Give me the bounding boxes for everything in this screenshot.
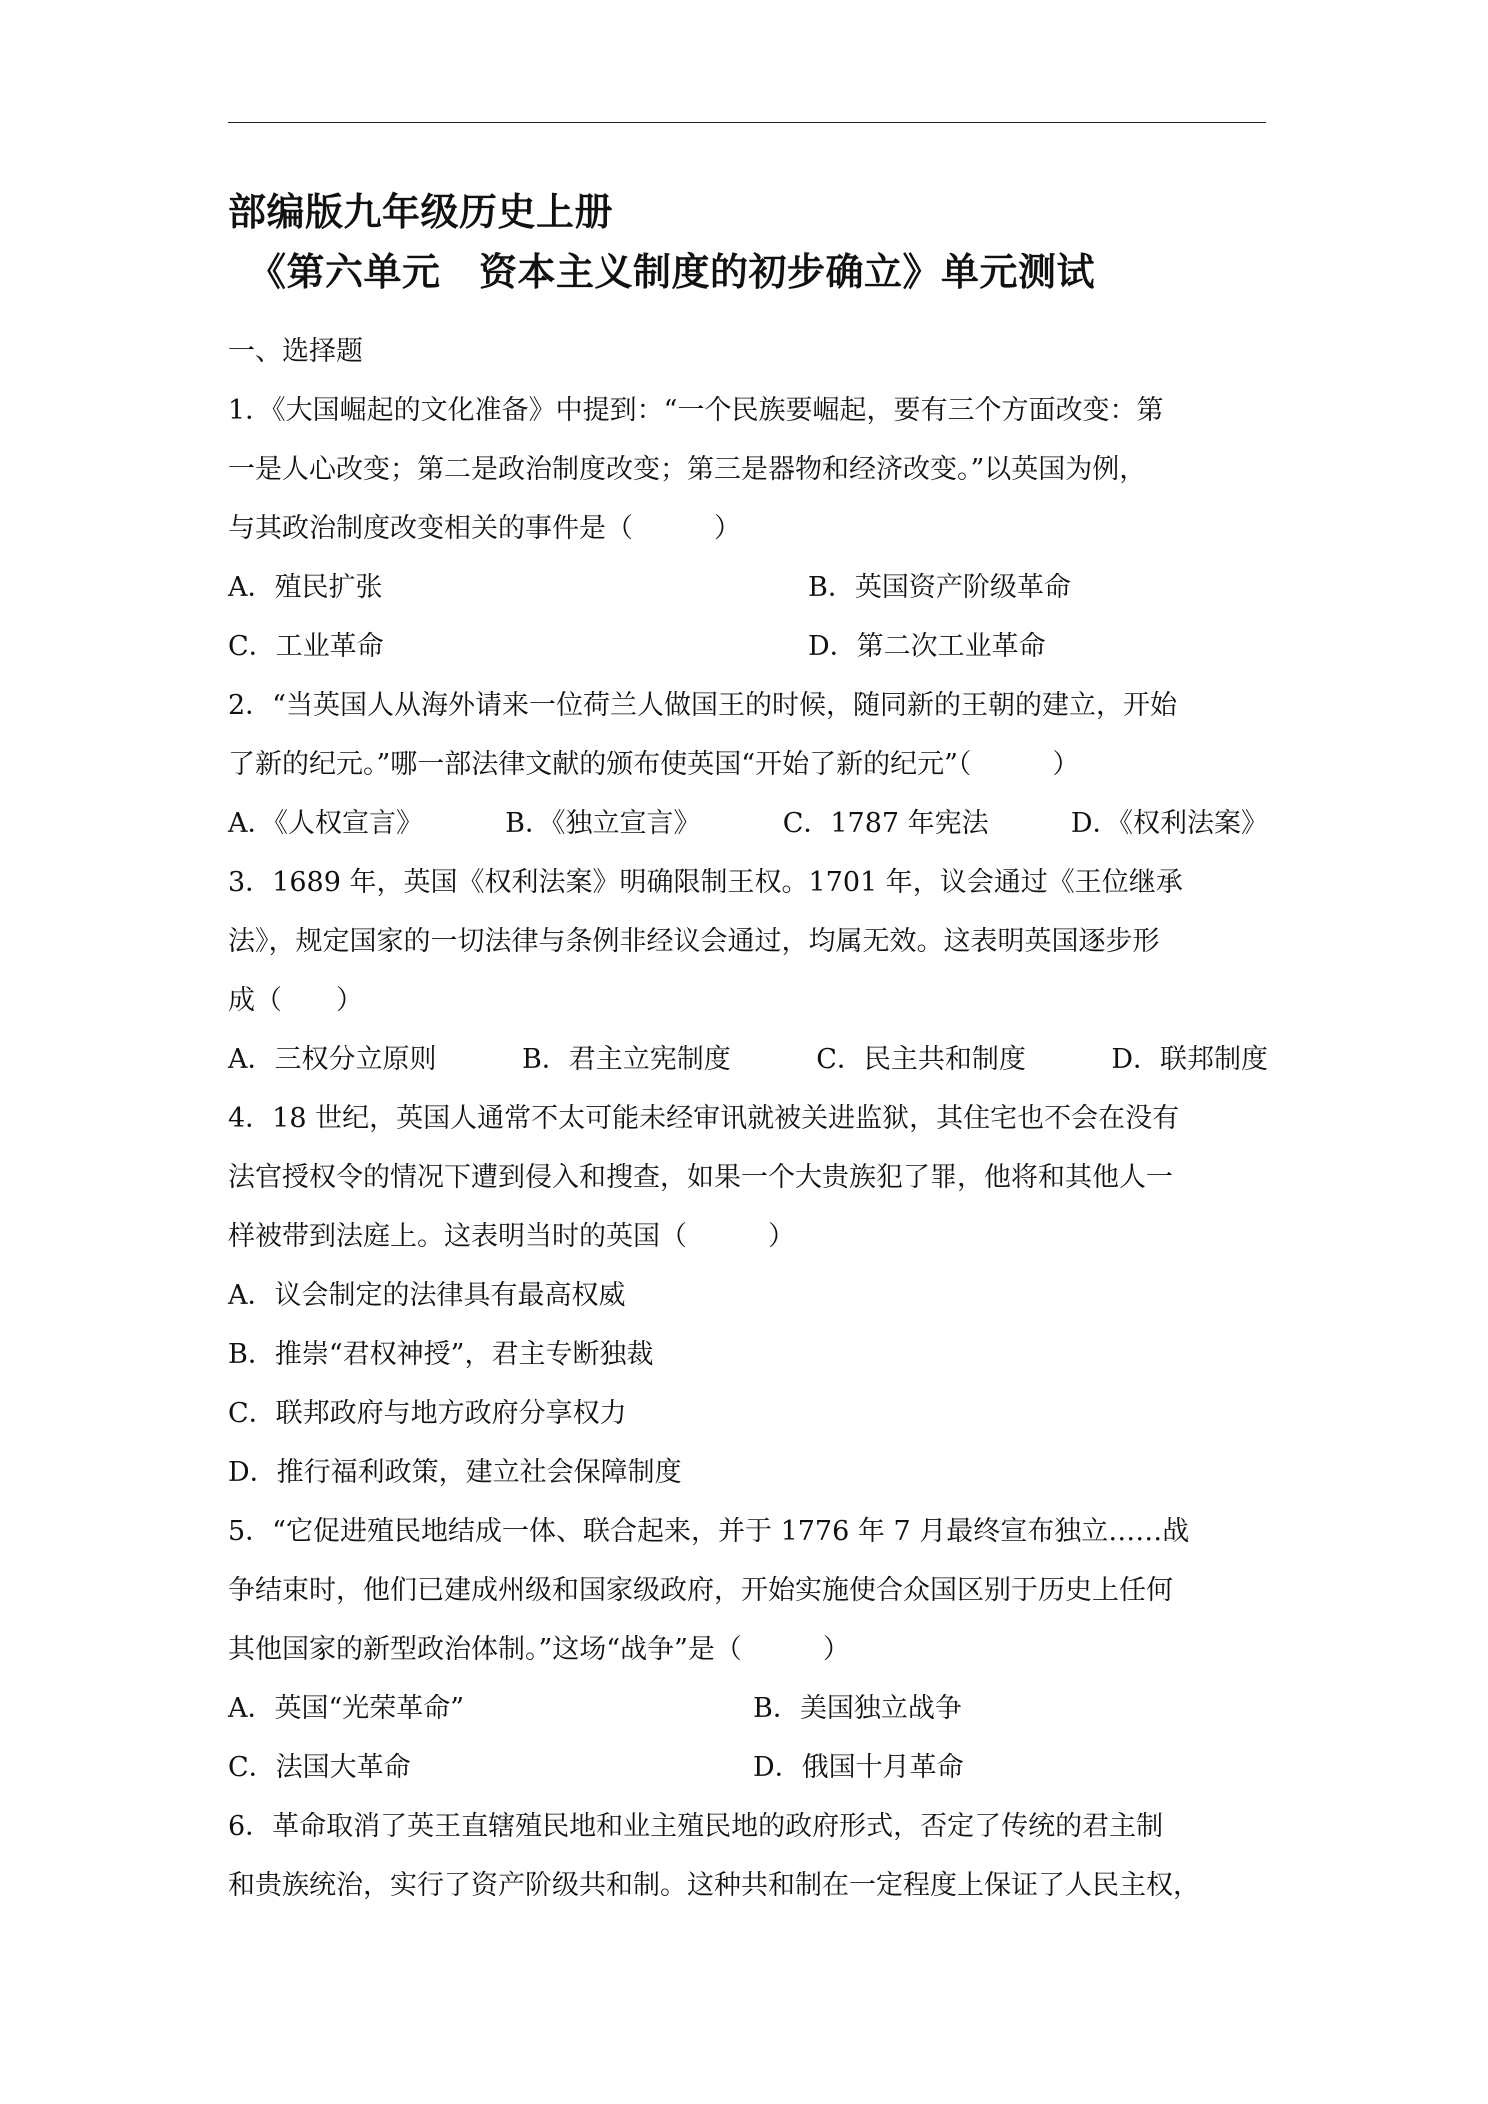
question-2: [228, 676, 1268, 853]
options: [228, 794, 1268, 853]
question-text-line: 2．“当英国人从海外请来一位荷兰人做国王的时候，随同新的王朝的建立，开始: [228, 690, 1177, 721]
option-d: D．俄国十月革命: [753, 1752, 964, 1783]
option-d: D．第二次工业革命: [808, 631, 1046, 662]
question-6: [228, 1797, 1268, 1915]
document-subtitle: 《第六单元 资本主义制度的初步确立》单元测试: [248, 250, 1096, 294]
options: [228, 558, 1268, 676]
question-text-line: 4．18 世纪，英国人通常不太可能未经审讯就被关进监狱，其住宅也不会在没有: [228, 1103, 1180, 1134]
question-text-line: 了新的纪元。”哪一部法律文献的颁布使英国“开始了新的纪元”（ ）: [228, 749, 1080, 780]
question-text-line: 其他国家的新型政治体制。”这场“战争”是（ ）: [228, 1634, 850, 1665]
question-5: [228, 1502, 1268, 1797]
option-a: A．《人权宣言》: [228, 808, 423, 839]
question-text-line: 法》，规定国家的一切法律与条例非经议会通过，均属无效。这表明英国逐步形: [228, 926, 1160, 957]
option-a: A．议会制定的法律具有最高权威: [228, 1280, 626, 1311]
question-text-line: 6．革命取消了英王直辖殖民地和业主殖民地的政府形式，否定了传统的君主制: [228, 1811, 1164, 1842]
option-a: A．英国“光荣革命”: [228, 1693, 465, 1724]
option-d: D．联邦制度: [1111, 1044, 1268, 1075]
option-b: B．推崇“君权神授”，君主专断独裁: [228, 1339, 654, 1370]
question-text-line: 1．《大国崛起的文化准备》中提到：“一个民族要崛起，要有三个方面改变：第: [228, 395, 1164, 426]
document-page: [228, 182, 1268, 1915]
options: [228, 1030, 1268, 1089]
section-heading: 一、选择题: [228, 336, 363, 367]
document-title: 部编版九年级历史上册: [228, 190, 614, 234]
option-a: A．三权分立原则: [228, 1044, 437, 1075]
option-c: C．联邦政府与地方政府分享权力: [228, 1398, 627, 1429]
option-c: C．1787 年宪法: [782, 808, 989, 839]
option-a: A．殖民扩张: [228, 572, 383, 603]
question-text-line: 与其政治制度改变相关的事件是（ ）: [228, 513, 741, 544]
option-b: B．君主立宪制度: [521, 1044, 731, 1075]
question-3: [228, 853, 1268, 1089]
question-text-line: 法官授权令的情况下遭到侵入和搜查，如果一个大贵族犯了罪，他将和其他人一: [228, 1162, 1173, 1193]
option-b: B．英国资产阶级革命: [808, 572, 1071, 603]
option-c: C．民主共和制度: [816, 1044, 1026, 1075]
question-1: [228, 381, 1268, 676]
header-rule: [228, 122, 1266, 123]
option-b: B．《独立宣言》: [505, 808, 701, 839]
question-text-line: 争结束时，他们已建成州级和国家级政府，开始实施使合众国区别于历史上任何: [228, 1575, 1173, 1606]
question-text-line: 成（ ）: [228, 985, 363, 1016]
question-text-line: 5．“它促进殖民地结成一体、联合起来，并于 1776 年 7 月最终宣布独立……战: [228, 1516, 1190, 1547]
option-d: D．《权利法案》: [1070, 808, 1268, 839]
options: [228, 1266, 1268, 1502]
option-b: B．美国独立战争: [753, 1693, 962, 1724]
question-text-line: 样被带到法庭上。这表明当时的英国（ ）: [228, 1221, 795, 1252]
option-c: C．法国大革命: [228, 1752, 411, 1783]
question-4: [228, 1089, 1268, 1502]
question-text-line: 3．1689 年，英国《权利法案》明确限制王权。1701 年，议会通过《王位继承: [228, 867, 1183, 898]
options: [228, 1679, 1268, 1797]
option-d: D．推行福利政策，建立社会保障制度: [228, 1457, 682, 1488]
question-text-line: 和贵族统治，实行了资产阶级共和制。这种共和制在一定程度上保证了人民主权，: [228, 1870, 1200, 1901]
question-text-line: 一是人心改变；第二是政治制度改变；第三是器物和经济改变。”以英国为例，: [228, 454, 1147, 485]
option-c: C．工业革命: [228, 631, 384, 662]
